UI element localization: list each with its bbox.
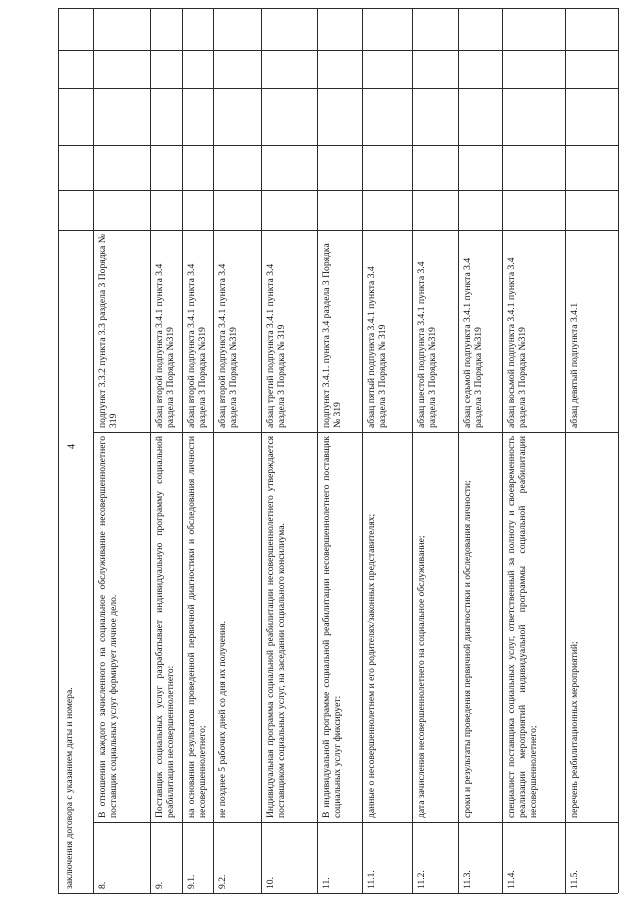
legal-reference: абзац седьмой подпункта 3.4.1 пункта 3.4 раздела 3 Порядка №319	[462, 257, 484, 428]
requirement-text: В отношении каждого зачисленного на социальное обслуживание несовершеннолетнего поставщик социальных услуг формирует личное дело.	[97, 436, 119, 818]
row-number: 11.1.	[366, 870, 377, 889]
legal-reference: абзац девятый подпункта 3.4.1	[569, 302, 580, 428]
row-number: 11.4.	[506, 870, 517, 889]
row-number: 11.5.	[569, 870, 580, 889]
requirement-text: специалист поставщика социальных услуг, ответственный за полноту и своевременность реализации мероприятий индивидуальной программы социальной реабилитации несовершеннолетнего;	[506, 436, 539, 818]
legal-reference-cell	[213, 230, 261, 432]
requirement-text-cell	[317, 432, 362, 822]
legal-reference-cell	[150, 230, 182, 432]
legal-reference: подпункт 3.3.2 пункта 3.3 раздела 3 Порядка № 319	[97, 234, 119, 428]
legal-reference: абзац шестой подпункта 3.4.1 пункта 3.4 раздела 3 Порядка №319	[416, 261, 438, 428]
row-number: 8.	[97, 881, 108, 889]
legal-reference-cell	[502, 230, 565, 432]
row-number-cell	[93, 822, 150, 893]
row-number: 9.2.	[217, 874, 228, 889]
requirement-text-cell	[502, 432, 565, 822]
table-border-top	[58, 8, 618, 9]
requirement-text-cell	[93, 432, 150, 822]
requirement-text: Индивидуальная программа социальной реабилитации несовершеннолетнего утверждается поставщиком социальных услуг, на заседании социального консилиума.	[265, 436, 287, 818]
legal-reference-cell	[565, 230, 618, 432]
requirement-text-cell	[150, 432, 182, 822]
header-continuation-text-cell	[60, 432, 93, 893]
column-divider-extra	[58, 190, 618, 191]
requirement-text: на основании результатов проведенной первичной диагностики и обследования личности несовершеннолетнего;	[186, 436, 208, 818]
legal-reference-cell	[261, 230, 317, 432]
column-divider-extra	[58, 88, 618, 89]
legal-reference: подпункт 3.4.1. пункта 3.4 раздела 3 Порядка № 319	[321, 243, 343, 428]
requirement-text-cell	[565, 432, 618, 822]
header-continuation-text: заключения договора с указанием даты и номера.	[64, 687, 75, 889]
requirement-text: перечень реабилитационных мероприятий;	[569, 641, 580, 818]
requirement-text: не позднее 5 рабочих дней со дня их получения.	[217, 620, 228, 818]
row-number-cell	[182, 822, 213, 893]
column-divider-extra	[58, 145, 618, 146]
legal-reference: абзац второй подпункта 3.4.1 пункта 3.4 раздела 3 Порядка №319	[217, 263, 239, 428]
row-number-cell	[362, 822, 412, 893]
column-divider-extra	[58, 50, 618, 51]
requirement-text-cell	[182, 432, 213, 822]
row-number-cell	[565, 822, 618, 893]
legal-reference: абзац восьмой подпункта 3.4.1 пункта 3.4 раздела 3 Порядка №319	[506, 257, 528, 428]
legal-reference-cell	[182, 230, 213, 432]
legal-reference-cell	[317, 230, 362, 432]
requirement-text-cell	[412, 432, 458, 822]
row-number-cell	[412, 822, 458, 893]
requirement-text-cell	[213, 432, 261, 822]
row-number-cell	[458, 822, 502, 893]
table-border-right	[618, 8, 619, 893]
row-number: 10.	[265, 877, 276, 889]
page-number: 4	[66, 444, 78, 449]
table-border-left	[58, 8, 59, 893]
requirement-text-cell	[362, 432, 412, 822]
requirement-text: В индивидуальной программе социальной реабилитации несовершеннолетнего поставщик социальных услуг фиксирует:	[321, 436, 343, 818]
requirement-text: данные о несовершеннолетнем и его родителях/законных представителях;	[366, 513, 377, 818]
table-border-bottom	[58, 893, 618, 894]
requirement-text: дата зачисления несовершеннолетнего на социальное обслуживание;	[416, 535, 427, 818]
row-number: 11.2.	[416, 870, 427, 889]
legal-reference-cell	[362, 230, 412, 432]
legal-reference-cell	[93, 230, 150, 432]
row-number-cell	[317, 822, 362, 893]
row-number-cell	[502, 822, 565, 893]
requirement-text-cell	[261, 432, 317, 822]
requirement-text: сроки и результаты проведения первичной диагностики и обследования личности;	[462, 480, 473, 818]
legal-reference: абзац пятый подпункта 3.4.1 пункта 3.4 раздела 3 Порядка № 319	[366, 266, 388, 428]
row-number: 11.3.	[462, 870, 473, 889]
row-number: 11.	[321, 877, 332, 889]
legal-reference: абзац третий подпункта 3.4.1 пункта 3.4 раздела 3 Порядка № 319	[265, 263, 287, 428]
row-number-cell	[261, 822, 317, 893]
legal-reference-cell	[458, 230, 502, 432]
requirement-text-cell	[458, 432, 502, 822]
row-number-cell	[213, 822, 261, 893]
legal-reference: абзац второй подпункта 3.4.1 пункта 3.4 раздела 3 Порядка №319	[154, 263, 176, 428]
legal-reference-cell	[412, 230, 458, 432]
row-number: 9.	[154, 881, 165, 889]
legal-reference: абзац второй подпункта 3.4.1 пункта 3.4 раздела 3 Порядка №319	[186, 263, 208, 428]
row-number: 9.1.	[186, 874, 197, 889]
row-number-cell	[150, 822, 182, 893]
requirement-text: Поставщик социальных услуг разрабатывает индивидуальную программу социальной реабилитации несовершеннолетнего:	[154, 436, 176, 818]
